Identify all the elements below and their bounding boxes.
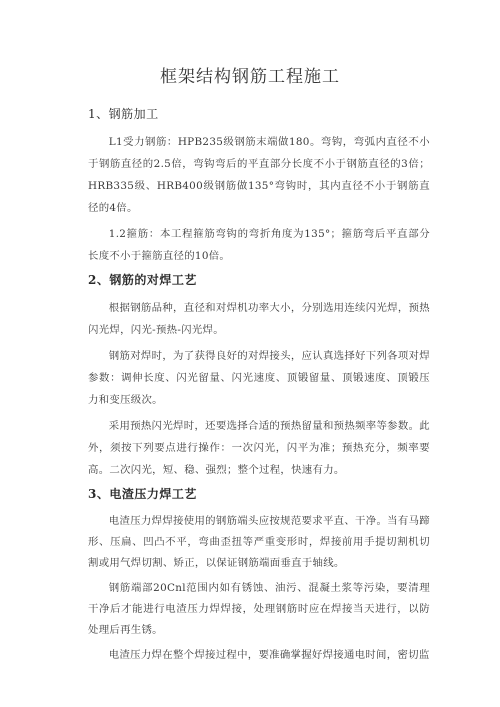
section-heading-3: 3、电渣压力焊工艺	[88, 487, 197, 501]
section-3-paragraph-1: 电渣压力焊焊接使用的钢筋端头应按规范要求平直、干净。当有马蹄形、压扁、凹凸不平，弯曲歪扭等严重变形时，焊接前用手提切割机切割或用气焊切割、矫正，以保证钢筋端面垂直于轴线。	[88, 515, 430, 569]
section-3-paragraph-2: 钢筋端部20Cnl范围内如有锈蚀、油污、混凝土浆等污染，要清理干净后才能进行电渣压力焊焊接，处理钢筋时应在焊接当天进行，以防处理后再生锈。	[88, 582, 430, 636]
section-1-paragraph-2: 1.2箍筋：本工程箍筋弯钩的弯折角度为135°；箍筋弯后平直部分长度不小于箍筋直径的10倍。	[88, 228, 430, 262]
section-heading-2: 2、钢筋的对焊工艺	[88, 273, 197, 287]
section-1-paragraph-1: L1受力钢筋：HPB235级钢筋末端做180。弯钩，弯弧内直径不小于钢筋直径的2.5倍，弯钩弯后的平直部分长度不小于钢筋直径的3倍；HRB335级、HRB400级钢筋做135°弯钩时，其内直径不小于钢筋直径的4倍。	[88, 136, 430, 214]
document-title: 框架结构钢筋工程施工	[160, 67, 340, 87]
section-heading-1: 1、钢筋加工	[88, 107, 159, 121]
section-2-paragraph-1: 根据钢筋品种，直径和对焊机功率大小，分别选用连续闪光焊，预热闪光焊，闪光-预热-闪光焊。	[88, 302, 430, 336]
section-2-paragraph-3: 采用预热闪光焊时，还要选择合适的预热留量和预热频率等参数。此外，须按下列要点进行操作：一次闪光，闪平为准；预热充分，频率要高。二次闪光，短、稳、强烈；整个过程，快速有力。	[88, 420, 430, 476]
section-3-paragraph-3: 电渣压力焊在整个焊接过程中，要准确掌握好焊接通电时间，密切监	[108, 649, 430, 661]
section-2-paragraph-2: 钢筋对焊时，为了获得良好的对焊接头，应认真选择好下列各项对焊参数：调伸长度、闪光留量、闪光速度、顶锻留量、顶锻速度、顶锻压力和变压级次。	[88, 350, 430, 406]
